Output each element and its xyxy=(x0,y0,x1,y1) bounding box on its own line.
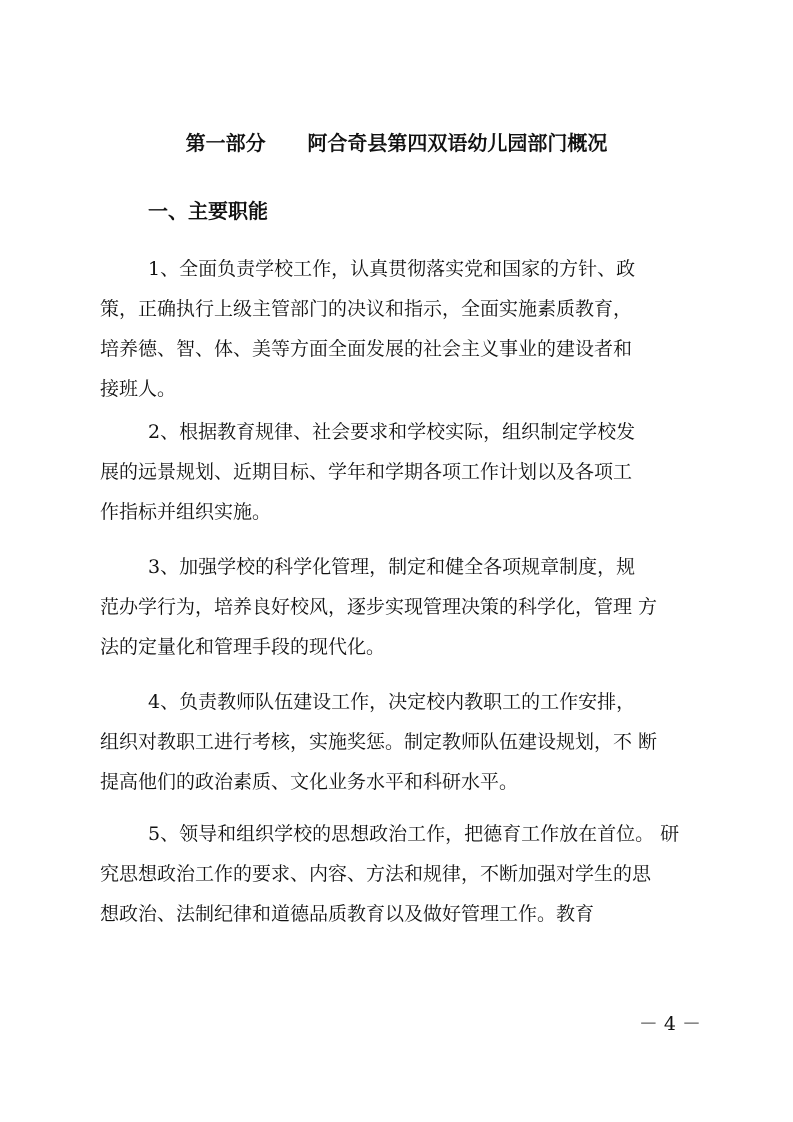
paragraph-line: 展的远景规划、近期目标、学年和学期各项工作计划以及各项工 xyxy=(100,461,633,483)
paragraph-4 xyxy=(100,682,710,802)
page-title: 第一部分 阿合奇县第四双语幼儿园部门概况 xyxy=(185,131,608,155)
paragraph-line: 培养德、智、体、美等方面全面发展的社会主义事业的建设者和 xyxy=(100,338,633,360)
paragraph-line: 作指标并组织实施。 xyxy=(100,501,272,523)
section-heading: 一、主要职能 xyxy=(148,199,268,223)
paragraph-2 xyxy=(100,412,710,532)
paragraph-line: 法的定量化和管理手段的现代化。 xyxy=(100,636,386,658)
paragraph-3 xyxy=(100,547,710,667)
paragraph-line: 1、全面负责学校工作，认真贯彻落实党和国家的方针、政 xyxy=(148,258,636,280)
paragraph-line: 究思想政治工作的要求、内容、方法和规律，不断加强对学生的思 xyxy=(100,863,652,885)
paragraph-1 xyxy=(100,249,710,409)
paragraph-line: 3、加强学校的科学化管理，制定和健全各项规章制度，规 xyxy=(148,556,636,578)
paragraph-line: 策，正确执行上级主管部门的决议和指示，全面实施素质教育， xyxy=(100,298,633,320)
paragraph-line: 组织对教职工进行考核，实施奖惩。制定教师队伍建设规划，不 断 xyxy=(100,731,658,753)
paragraph-line: 4、负责教师队伍建设工作，决定校内教职工的工作安排， xyxy=(148,691,636,713)
paragraph-line: 接班人。 xyxy=(100,378,177,400)
paragraph-line: 提高他们的政治素质、文化业务水平和科研水平。 xyxy=(100,771,519,793)
paragraph-line: 范办学行为，培养良好校风，逐步实现管理决策的科学化，管理 方 xyxy=(100,596,658,618)
paragraph-line: 2、根据教育规律、社会要求和学校实际，组织制定学校发 xyxy=(148,421,636,443)
paragraph-line: 想政治、法制纪律和道德品质教育以及做好管理工作。教育 xyxy=(100,903,595,925)
paragraph-line: 5、领导和组织学校的思想政治工作，把德育工作放在首位。 研 xyxy=(148,823,680,845)
paragraph-5 xyxy=(100,814,710,934)
page-number: － 4 － xyxy=(638,1013,701,1035)
